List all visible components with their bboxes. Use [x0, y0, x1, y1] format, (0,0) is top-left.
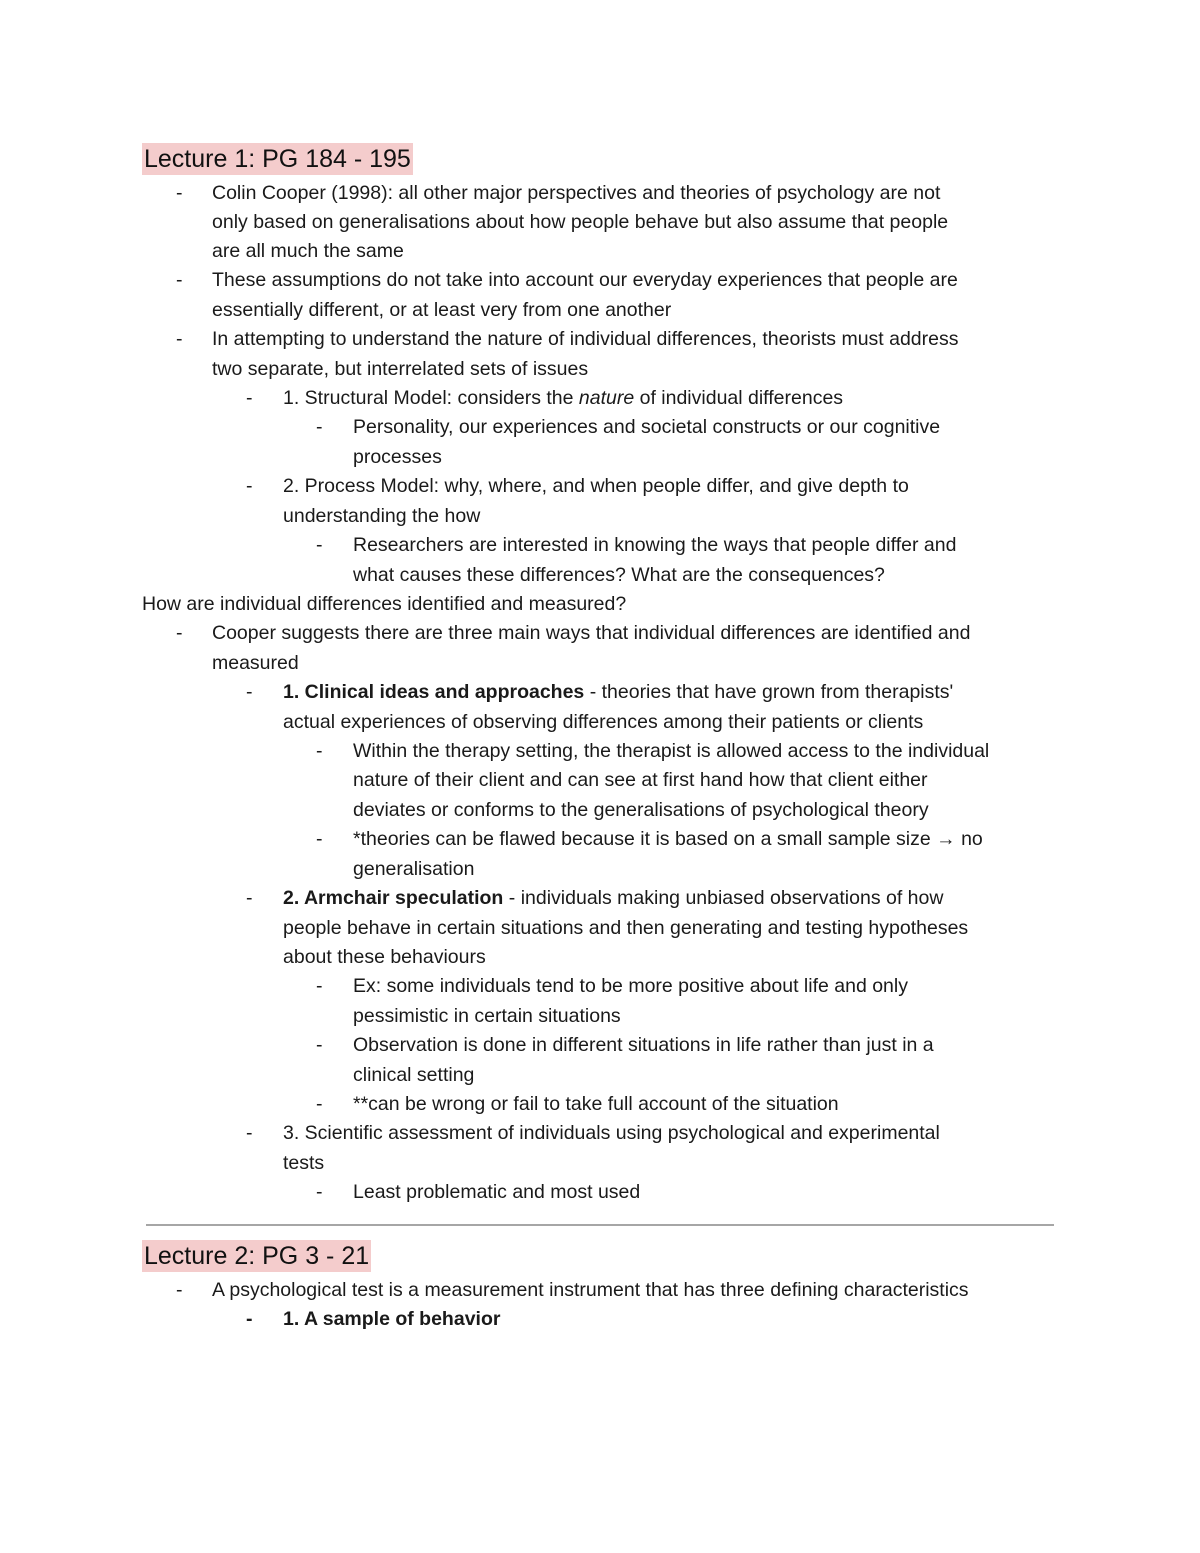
bullet-text: These assumptions do not take into account our everyday experiences that people are — [212, 269, 958, 291]
bullet-dash: - — [176, 182, 183, 204]
lecture-2-heading: Lecture 2: PG 3 - 21 — [144, 1242, 370, 1270]
bullet-text: measured — [212, 652, 299, 674]
bullet-text: Personality, our experiences and societal constructs or our cognitive — [353, 416, 941, 438]
bullet-text: Within the therapy setting, the therapist is allowed access to the individual — [353, 740, 990, 762]
bullet-text: Researchers are interested in knowing the ways that people differ and — [353, 534, 957, 556]
bullet-text: **can be wrong or fail to take full account of the situation — [353, 1093, 839, 1115]
bullet-text: nature of their client and can see at first hand how that client either — [353, 769, 928, 791]
bullet-text: actual experiences of observing differences among their patients or clients — [283, 711, 924, 733]
bullet-text — [283, 884, 943, 914]
lecture-1-heading: Lecture 1: PG 184 - 195 — [144, 145, 411, 173]
section-divider — [146, 1224, 1054, 1226]
bullet-text: Ex: some individuals tend to be more positive about life and only — [353, 975, 908, 997]
bullet-dash: - — [176, 622, 183, 644]
bullet-text: A psychological test is a measurement instrument that has three defining characteristics — [212, 1279, 969, 1301]
bullet-text: only based on generalisations about how people behave but also assume that people — [212, 211, 949, 233]
bullet-text: Colin Cooper (1998): all other major perspectives and theories of psychology are not — [212, 182, 941, 204]
bullet-dash: - — [176, 1279, 183, 1301]
bullet-text: processes — [353, 446, 442, 468]
bullet-text: people behave in certain situations and then generating and testing hypotheses — [283, 917, 969, 939]
bullet-text: Cooper suggests there are three main ways that individual differences are identified and — [212, 622, 971, 644]
armchair-speculation-text: - individuals making unbiased observations of how — [503, 887, 944, 909]
bullet-dash: - — [176, 269, 183, 291]
bullet-text: Observation is done in different situations in life rather than just in a — [353, 1034, 934, 1056]
bullet-text: generalisation — [353, 858, 475, 880]
bullet-dash: - — [316, 975, 323, 997]
bullet-text: are all much the same — [212, 240, 404, 262]
bullet-dash: - — [246, 387, 253, 409]
bullet-dash: - — [246, 887, 253, 909]
bullet-dash: - — [246, 1308, 253, 1330]
bullet-dash: - — [316, 1093, 323, 1115]
bullet-dash: - — [316, 416, 323, 438]
bullet-text: 2. Process Model: why, where, and when people differ, and give depth to — [283, 475, 909, 497]
bullet-dash: - — [316, 828, 323, 850]
bullet-text — [283, 384, 843, 414]
bullet-dash: - — [246, 681, 253, 703]
bullet-text: understanding the how — [283, 505, 481, 527]
bullet-text — [283, 678, 953, 708]
bullet-dash: - — [316, 1181, 323, 1203]
bullet-text: two separate, but interrelated sets of issues — [212, 358, 589, 380]
nature-emphasis: nature — [578, 387, 635, 409]
structural-model-text-end: of individual differences — [634, 387, 844, 409]
clinical-ideas-text: - theories that have grown from therapists' — [584, 681, 954, 703]
bullet-dash: - — [316, 534, 323, 556]
bullet-dash: - — [316, 1034, 323, 1056]
bullet-dash: - — [246, 475, 253, 497]
bullet-text: what causes these differences? What are the consequences? — [353, 564, 885, 586]
bullet-text: Least problematic and most used — [353, 1181, 641, 1203]
bullet-text: 3. Scientific assessment of individuals using psychological and experimental — [283, 1122, 940, 1144]
sample-of-behavior-label: 1. A sample of behavior — [283, 1308, 501, 1330]
bullet-text: tests — [283, 1152, 325, 1174]
structural-model-text: 1. Structural Model: considers the — [283, 387, 579, 409]
bullet-text: essentially different, or at least very from one another — [212, 299, 672, 321]
armchair-speculation-label: 2. Armchair speculation — [283, 887, 504, 909]
bullet-dash: - — [316, 740, 323, 762]
bullet-text: pessimistic in certain situations — [353, 1005, 621, 1027]
bullet-text: about these behaviours — [283, 946, 486, 968]
bullet-text: In attempting to understand the nature of individual differences, theorists must address — [212, 328, 959, 350]
bullet-text: clinical setting — [353, 1064, 475, 1086]
clinical-ideas-label: 1. Clinical ideas and approaches — [283, 681, 585, 703]
bullet-dash: - — [176, 328, 183, 350]
bullet-text: *theories can be flawed because it is based on a small sample size → no — [353, 828, 983, 850]
section-question: How are individual differences identified and measured? — [142, 593, 627, 615]
bullet-text: deviates or conforms to the generalisations of psychological theory — [353, 799, 929, 821]
bullet-dash: - — [246, 1122, 253, 1144]
